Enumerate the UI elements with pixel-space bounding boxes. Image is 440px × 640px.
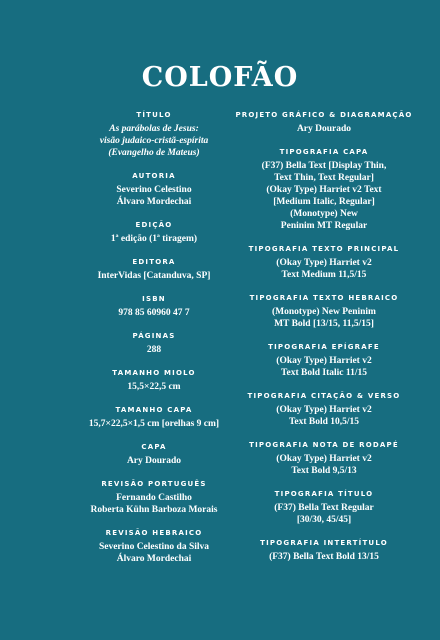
section-label: TIPOGRAFIA EPÍGRAFE xyxy=(268,343,380,351)
section-value: Ary Dourado xyxy=(296,124,352,134)
section-value: Peninim MT Regular xyxy=(280,221,368,231)
section-label: TIPOGRAFIA INTERTÍTULO xyxy=(260,539,388,547)
section-value: (Evangelho de Mateus) xyxy=(108,148,200,158)
section-value: visão judaico-cristã-espírita xyxy=(99,136,209,146)
section-value: (Okay Type) Harriet v2 xyxy=(276,356,372,366)
section-value: 15,5×22,5 cm xyxy=(127,382,181,392)
section-value: 978 85 60960 47 7 xyxy=(118,308,190,318)
section-label: TAMANHO MIOLO xyxy=(112,369,196,377)
right-column xyxy=(232,110,416,575)
section-value: Roberta Kühn Barboza Morais xyxy=(90,505,218,515)
colophon-section xyxy=(232,244,416,281)
section-value: (F37) Bella Text Regular xyxy=(274,503,374,513)
section-value: (F37) Bella Text Bold 13/15 xyxy=(269,552,379,562)
section-value: MT Bold [13/15, 11,5/15] xyxy=(274,319,374,329)
section-label: TIPOGRAFIA NOTA DE RODAPÉ xyxy=(249,441,399,449)
colophon-section xyxy=(232,391,416,428)
section-value: 15,7×22,5×1,5 cm [orelhas 9 cm] xyxy=(88,419,220,429)
section-label: TIPOGRAFIA TEXTO HEBRAICO xyxy=(249,294,399,302)
colophon-section xyxy=(232,538,416,563)
section-value: [30/30, 45/45] xyxy=(296,515,352,525)
section-value: (Okay Type) Harriet v2 Text xyxy=(266,185,382,195)
colophon-section xyxy=(232,342,416,379)
section-value: 288 xyxy=(146,345,162,355)
section-label: REVISÃO HEBRAICO xyxy=(105,529,203,537)
section-value: (Monotype) New Peninim xyxy=(272,307,376,317)
section-value: Severino Celestino da Silva xyxy=(98,542,210,552)
colophon-section xyxy=(64,220,244,245)
left-column xyxy=(64,110,244,577)
section-label: TIPOGRAFIA TEXTO PRINCIPAL xyxy=(248,245,400,253)
section-value: Text Medium 11,5/15 xyxy=(281,270,367,280)
section-value: (Okay Type) Harriet v2 xyxy=(276,454,372,464)
section-label: PROJETO GRÁFICO & DIAGRAMAÇÃO xyxy=(235,111,413,119)
colophon-section xyxy=(64,171,244,208)
section-label: EDIÇÃO xyxy=(135,221,173,229)
colophon-section xyxy=(232,147,416,232)
section-value: InterVidas [Catanduva, SP] xyxy=(97,271,211,281)
section-label: TIPOGRAFIA CAPA xyxy=(279,148,369,156)
section-value: (Okay Type) Harriet v2 xyxy=(276,405,372,415)
section-label: TÍTULO xyxy=(136,111,172,119)
section-value: 1ª edição (1ª tiragem) xyxy=(110,234,198,244)
section-value: Text Bold 10,5/15 xyxy=(288,417,360,427)
section-label: ISBN xyxy=(142,295,166,303)
section-label: TIPOGRAFIA TÍTULO xyxy=(274,490,374,498)
section-value: Text Thin, Text Regular] xyxy=(274,173,374,183)
section-label: PÁGINAS xyxy=(132,332,176,340)
section-label: AUTORIA xyxy=(132,172,176,180)
colophon-section xyxy=(232,489,416,526)
section-value: Text Bold Italic 11/15 xyxy=(281,368,367,378)
section-label: CAPA xyxy=(141,443,167,451)
colophon-section xyxy=(64,294,244,319)
colophon-section xyxy=(232,293,416,330)
section-value: Álvaro Mordechai xyxy=(116,554,192,564)
section-label: TAMANHO CAPA xyxy=(115,406,193,414)
page-title: COLOFÃO xyxy=(141,62,299,93)
section-value: Ary Dourado xyxy=(126,456,182,466)
section-value: (Monotype) New xyxy=(290,209,358,219)
section-value: (F37) Bella Text [Display Thin, xyxy=(261,161,387,171)
section-value: Severino Celestino xyxy=(116,185,192,195)
section-value: As parábolas de Jesus: xyxy=(109,124,199,134)
section-value: Álvaro Mordechai xyxy=(116,197,192,207)
colophon-section xyxy=(232,110,416,135)
section-value: [Medium Italic, Regular] xyxy=(273,197,375,207)
colophon-section xyxy=(64,368,244,393)
colophon-section xyxy=(64,528,244,565)
colophon-section xyxy=(64,110,244,159)
section-value: (Okay Type) Harriet v2 xyxy=(276,258,372,268)
colophon-section xyxy=(64,257,244,282)
colophon-section xyxy=(64,442,244,467)
section-label: REVISÃO PORTUGUÊS xyxy=(101,480,207,488)
section-label: TIPOGRAFIA CITAÇÃO & VERSO xyxy=(247,392,401,400)
colophon-section xyxy=(64,479,244,516)
section-value: Fernando Castilho xyxy=(116,493,192,503)
section-value: Text Bold 9,5/13 xyxy=(291,466,357,476)
colophon-section xyxy=(64,331,244,356)
section-label: EDITORA xyxy=(132,258,176,266)
colophon-section xyxy=(232,440,416,477)
colophon-section xyxy=(64,405,244,430)
